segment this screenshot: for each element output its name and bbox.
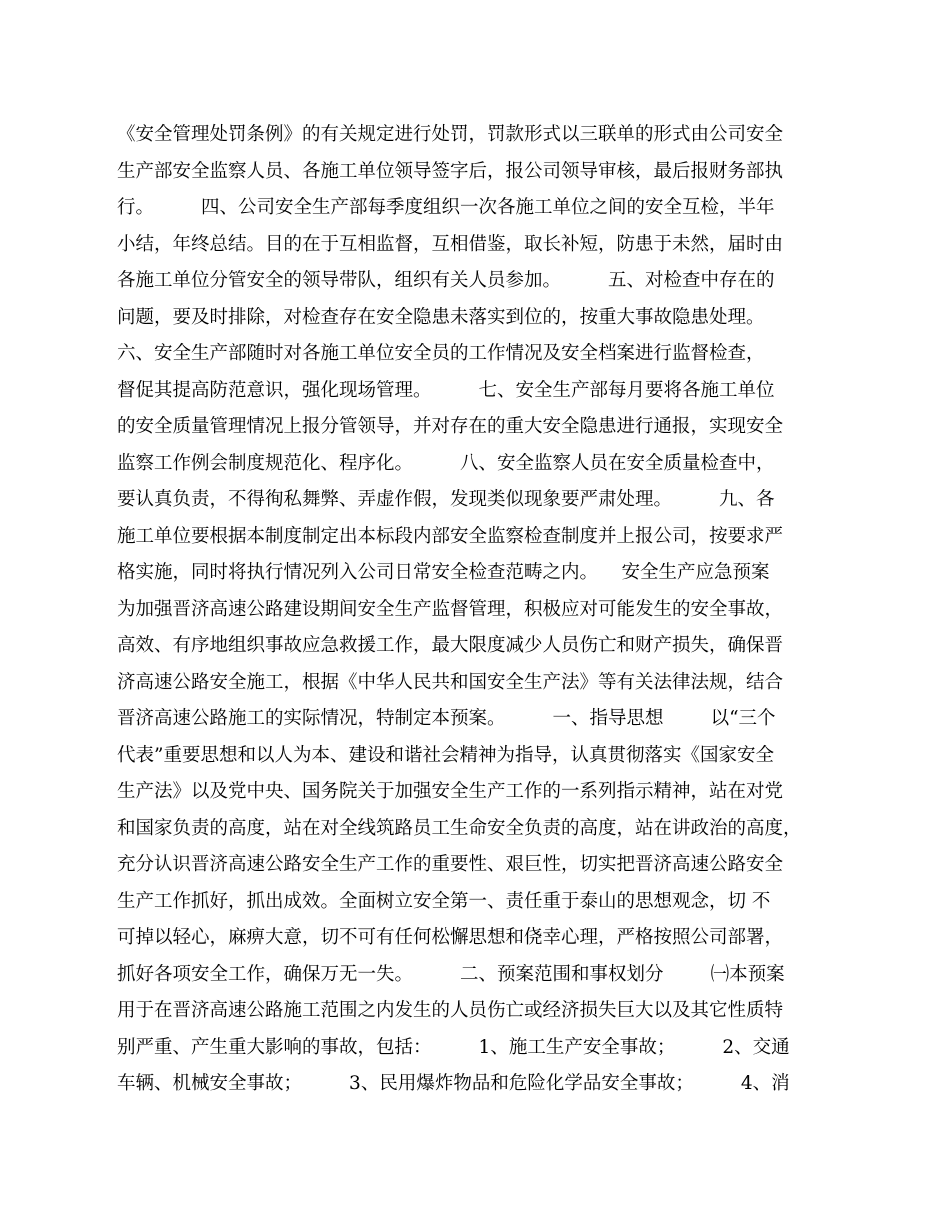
text-line: 督促其提高防范意识，强化现场管理。 七、安全生产部每月要将各施工单位: [117, 379, 775, 401]
text-line: 可掉以轻心，麻痹大意，切不可有任何松懈思想和侥幸心理，严格按照公司部署，: [117, 927, 784, 948]
text-line: 六、安全生产部随时对各施工单位安全员的工作情况及安全档案进行监督检查，: [117, 343, 765, 364]
text-line: 晋济高速公路施工的实际情况，特制定本预案。 一、指导思想 以“三个: [117, 708, 776, 729]
text-line: 各施工单位分管安全的领导带队，组织有关人员参加。 五、对检查中存在的: [117, 270, 775, 291]
body-text: [117, 117, 837, 1103]
text-line: 小结，年终总结。目的在于互相监督，互相借鉴，取长补短，防患于未然，届时由: [117, 233, 784, 255]
text-line: 济高速公路安全施工，根据《中华人民共和国安全生产法》等有关法律法规，结合: [117, 671, 784, 693]
text-line: 行。 四、公司安全生产部每季度组织一次各施工单位之间的安全互检，半年: [117, 197, 775, 218]
text-line: 要认真负责，不得徇私舞弊、弄虚作假，发现类似现象要严肃处理。 九、各: [117, 489, 775, 510]
text-line: 的安全质量管理情况上报分管领导，并对存在的重大安全隐患进行通报，实现安全: [117, 416, 784, 437]
text-line: 用于在晋济高速公路施工范围之内发生的人员伤亡或经济损失巨大以及其它性质特: [117, 1000, 784, 1021]
text-line: 为加强晋济高速公路建设期间安全生产监督管理，积极应对可能发生的安全事故，: [117, 598, 784, 620]
text-line: 车辆、机械安全事故； 3、民用爆炸物品和危险化学品安全事故； 4、消: [117, 1073, 790, 1094]
text-line: 生产部安全监察人员、各施工单位领导签字后，报公司领导审核，最后报财务部执: [117, 160, 784, 182]
text-line: 《安全管理处罚条例》的有关规定进行处罚，罚款形式以三联单的形式由公司安全: [117, 124, 784, 145]
text-line: 代表”重要思想和以人为本、建设和谐社会精神为指导，认真贯彻落实《国家安全: [117, 744, 774, 766]
text-line: 问题，要及时排除，对检查存在安全隐患未落实到位的，按重大事故隐患处理。: [117, 306, 765, 328]
text-line: 监察工作例会制度规范化、程序化。 八、安全监察人员在安全质量检查中，: [117, 452, 775, 474]
text-line: 别严重、产生重大影响的事故，包括： 1、施工生产安全事故； 2、交通: [117, 1036, 790, 1058]
text-line: 生产工作抓好，抓出成效。全面树立安全第一、责任重于泰山的思想观念，切 不: [117, 890, 771, 912]
text-line: 施工单位要根据本制度制定出本标段内部安全监察检查制度并上报公司，按要求严: [117, 525, 784, 547]
text-line: 生产法》以及党中央、国务院关于加强安全生产工作的一系列指示精神，站在对党: [117, 781, 784, 802]
text-line: 和国家负责的高度，站在对全线筑路员工生命安全负责的高度，站在讲政治的高度，: [117, 817, 802, 839]
text-line: 抓好各项安全工作，确保万无一失。 二、预案范围和事权划分 ㈠本预案: [117, 963, 785, 985]
text-line: 高效、有序地组织事故应急救援工作，最大限度减少人员伤亡和财产损失，确保晋: [117, 635, 784, 656]
text-line: 格实施，同时将执行情况列入公司日常安全检查范畴之内。 安全生产应急预案: [117, 562, 770, 583]
text-line: 充分认识晋济高速公路安全生产工作的重要性、艰巨性，切实把晋济高速公路安全: [117, 854, 784, 875]
